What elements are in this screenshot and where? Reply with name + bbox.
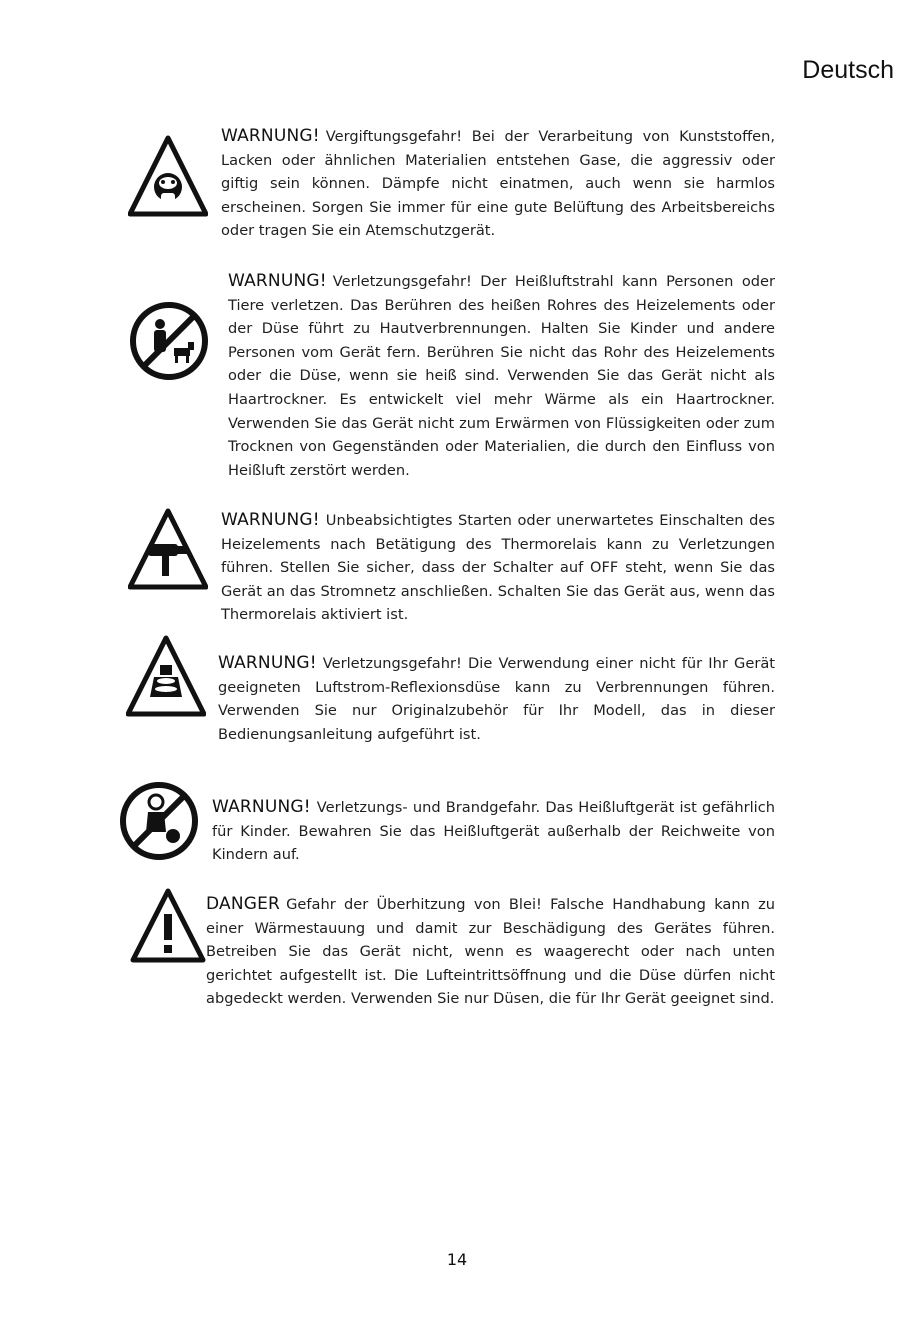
no-children-icon bbox=[118, 780, 200, 862]
warning-text bbox=[221, 509, 775, 627]
warning-text bbox=[218, 652, 775, 746]
warning-body: Unbeabsichtigtes Starten oder unerwartetes Einschalten des Heizelements nach Betätigung des Thermorelais kann zu Verletzungen führen. Stellen Sie sicher, dass der Schalter auf OFF steht, wenn Sie das Gerät an das Stromnetz anschließen. Schalten Sie das Gerät aus, wenn das Thermorelais aktiviert ist. bbox=[221, 512, 775, 624]
warning-body: Verletzungs- und Brandgefahr. Das Heißluftgerät ist gefährlich für Kinder. Bewahren Sie das Heißluftgerät außerhalb der Reichweite von Kindern auf. bbox=[212, 799, 775, 864]
warning-text bbox=[228, 270, 775, 482]
respirator-warning-icon bbox=[128, 135, 208, 217]
warning-text bbox=[212, 796, 775, 867]
page-number: 14 bbox=[446, 1250, 468, 1269]
warning-keyword: WARNUNG! bbox=[212, 797, 311, 817]
warning-text bbox=[221, 125, 775, 243]
warning-keyword: WARNUNG! bbox=[218, 653, 317, 673]
warning-body: Vergiftungsgefahr! Bei der Verarbeitung von Kunststoffen, Lacken oder ähnlichen Materialien entstehen Gase, die aggressiv oder giftig sein können. Dämpfe nicht einatmen, auch wenn sie harmlos erscheinen. Sorgen Sie immer für eine gute Belüftung des Arbeitsbereichs oder tragen Sie ein Atemschutzgerät. bbox=[221, 128, 775, 240]
warning-body: Verletzungsgefahr! Der Heißluftstrahl kann Personen oder Tiere verletzen. Das Berühren des heißen Rohres des Heizelements oder der Düse führt zu Hautverbrennungen. Halten Sie Kinder und andere Personen vom Gerät fern. Berühren Sie nicht das Rohr des Heizelements oder die Düse, wenn sie heiß sind. Verwenden Sie das Gerät nicht als Haartrockner. Es entwickelt viel mehr Wärme als ein Haartrockner. Verwenden Sie das Gerät nicht zum Erwärmen von Flüssigkeiten oder zum Trocknen von Gegenständen oder Materialien, die durch den Einfluss von Heißluft zerstört werden. bbox=[228, 273, 775, 479]
nozzle-warning-icon bbox=[126, 635, 206, 717]
warning-keyword: WARNUNG! bbox=[221, 510, 320, 530]
warning-text bbox=[206, 893, 775, 1011]
heat-gun-warning-icon bbox=[128, 508, 208, 590]
warning-keyword: WARNUNG! bbox=[221, 126, 320, 146]
warning-body: Verletzungsgefahr! Die Verwendung einer nicht für Ihr Gerät geeigneten Luftstrom-Reflexionsdüse kann zu Verbrennungen führen. Verwenden Sie nur Originalzubehör für Ihr Modell, das in dieser Bedienungsanleitung aufgeführt ist. bbox=[218, 655, 775, 743]
exclamation-warning-icon bbox=[130, 888, 206, 964]
language-label: Deutsch bbox=[802, 56, 894, 84]
warning-keyword: WARNUNG! bbox=[228, 271, 327, 291]
warning-keyword: DANGER bbox=[206, 894, 281, 914]
no-persons-animals-icon bbox=[128, 300, 210, 382]
warning-body: Gefahr der Überhitzung von Blei! Falsche Handhabung kann zu einer Wärmestauung und damit zur Beschädigung des Gerätes führen. Betreiben Sie das Gerät nicht, wenn es waagerecht oder nach unten gerichtet aufgestellt ist. Die Lufteintrittsöffnung und die Düse dürfen nicht abgedeckt werden. Verwenden Sie nur Düsen, die für Ihr Gerät geeignet sind. bbox=[206, 896, 775, 1008]
